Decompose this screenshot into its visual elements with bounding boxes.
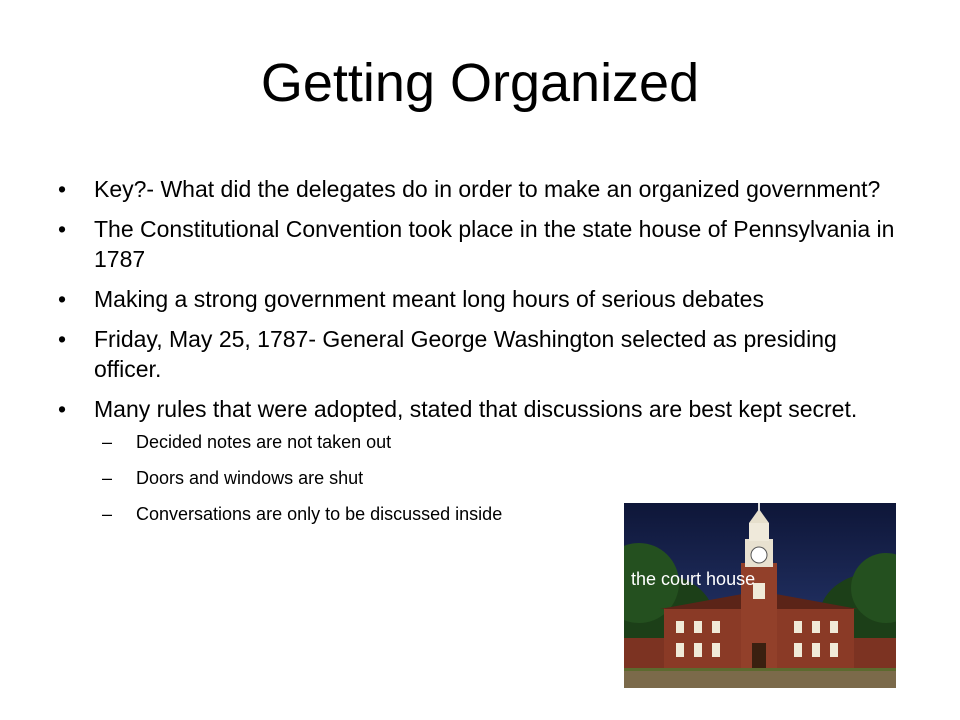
sub-bullet-dash: –: [102, 504, 113, 524]
bullet-dot: •: [58, 396, 67, 422]
bullet-dot: •: [58, 176, 67, 202]
bullet-text: Making a strong government meant long hours of serious debates: [94, 286, 764, 312]
bullet-text: Key?- What did the delegates do in order to make an organized government?: [94, 176, 881, 202]
bullet-text: Friday, May 25, 1787- General George Washington selected as presiding officer.: [94, 326, 837, 382]
slide-title: Getting Organized: [260, 53, 700, 113]
sub-bullet-text: Conversations are only to be discussed inside: [136, 504, 503, 524]
bullet-item: [58, 324, 908, 384]
bullet-text: The Constitutional Convention took place in the state house of Pennsylvania in 1787: [94, 216, 895, 272]
bullet-list: [58, 174, 908, 538]
sub-bullet-dash: –: [102, 432, 113, 452]
sub-bullet-item: [58, 430, 908, 454]
bullet-item: [58, 214, 908, 274]
overlay-caption: the court house: [631, 569, 756, 589]
sub-bullet-item: [58, 466, 908, 490]
bullet-dot: •: [58, 286, 67, 312]
sub-bullet-dash: –: [102, 468, 113, 488]
bullet-item: [58, 284, 908, 314]
bullet-dot: •: [58, 216, 67, 242]
bullet-item: [58, 174, 908, 204]
sub-bullet-text: Doors and windows are shut: [136, 468, 364, 488]
bullet-item: [58, 394, 908, 424]
bullet-text: Many rules that were adopted, stated that discussions are best kept secret.: [94, 396, 858, 422]
bullet-dot: •: [58, 326, 67, 352]
independence-hall-photo: [624, 503, 896, 688]
sub-bullet-text: Decided notes are not taken out: [136, 432, 392, 452]
